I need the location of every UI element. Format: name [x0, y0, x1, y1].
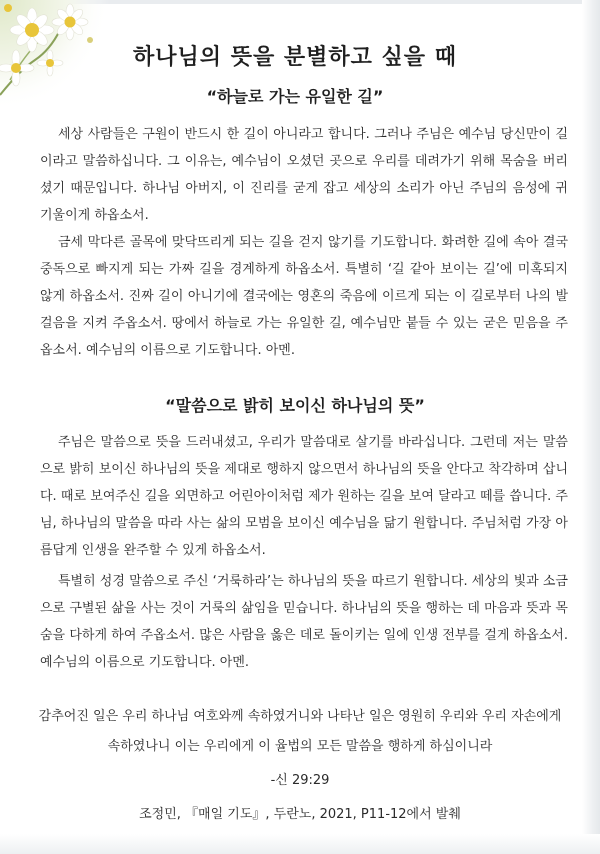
section-heading: “말씀으로 밝히 보이신 하나님의 뜻” — [165, 396, 425, 415]
prayer-paragraph: 주님은 말씀으로 뜻을 드러내셨고, 우리가 말씀대로 살기를 바라십니다. 그런데 저는 말씀으로 밝히 보이신 하나님의 뜻을 제대로 행하지 않으면서 하나님의 뜻을 안다고 착각하며 삽니다. 때로 보여주신 길을 외면하고 어린아이처럼 제가 원하는 길을 보여 달라고 떼를 씁니다. 주님, 하나님의 말씀을 따라 사는 삶의 모범을 보이신 예수님을 닮기 원합니다. 주님처럼 가장 아름답게 인생을 완주할 수 있게 하옵소서. — [40, 435, 568, 558]
prayer-paragraph: 특별히 성경 말씀으로 주신 ‘거룩하라’는 하나님의 뜻을 따르기 원합니다. 세상의 빛과 소금으로 구별된 삶을 사는 것이 거룩의 삶임을 믿습니다. 하나님의 뜻을 행하는 데 마음과 뜻과 목숨을 다하게 하여 주옵소서. 많은 사람을 옳은 데로 돌이키는 일에 인생 전부를 걸게 하옵소서. 예수님의 이름으로 기도합니다. 아멘. — [40, 574, 568, 670]
bottom-border — [0, 834, 600, 854]
bible-verse-line: 감추어진 일은 우리 하나님 여호와께 속하였거니와 나타난 일은 영원히 우리와 우리 자손에게 — [38, 709, 562, 724]
prayer-paragraph: 세상 사람들은 구원이 반드시 한 길이 아니라고 합니다. 그러나 주님은 예수님 당신만이 길이라고 말씀하십니다. 그 이유는, 예수님이 오셨던 곳으로 우리를 데려가기 위해 목숨을 버리셨기 때문입니다. 하나님 아버지, 이 진리를 굳게 잡고 세상의 소리가 아닌 주님의 음성에 귀 기울이게 하옵소서. — [40, 127, 568, 223]
verse-reference: -신 29:29 — [270, 773, 330, 788]
page-title: 하나님의 뜻을 분별하고 싶을 때 — [133, 45, 457, 70]
prayer-paragraph: 금세 막다른 골목에 맞닥뜨리게 되는 길을 걷지 않기를 기도합니다. 화려한 길에 속아 결국 중독으로 빠지게 되는 가짜 길을 경계하게 하옵소서. 특별히 ‘길 같아 보이는 길’에 미혹되지 않게 하옵소서. 진짜 길이 아니기에 결국에는 영혼의 죽음에 이르게 되는 이 길로부터 나의 발걸음을 지켜 주옵소서. 땅에서 하늘로 가는 유일한 길, 예수님만 붙들 수 있는 굳은 믿음을 주옵소서. 예수님의 이름으로 기도합니다. 아멘. — [40, 235, 568, 358]
section-heading: “하늘로 가는 유일한 길” — [206, 87, 384, 106]
source-citation: 조정민, 『매일 기도』, 두란노, 2021, P11-12에서 발췌 — [139, 807, 461, 822]
bible-verse-line: 속하였나니 이는 우리에게 이 율법의 모든 말씀을 행하게 하심이니라 — [107, 739, 493, 754]
